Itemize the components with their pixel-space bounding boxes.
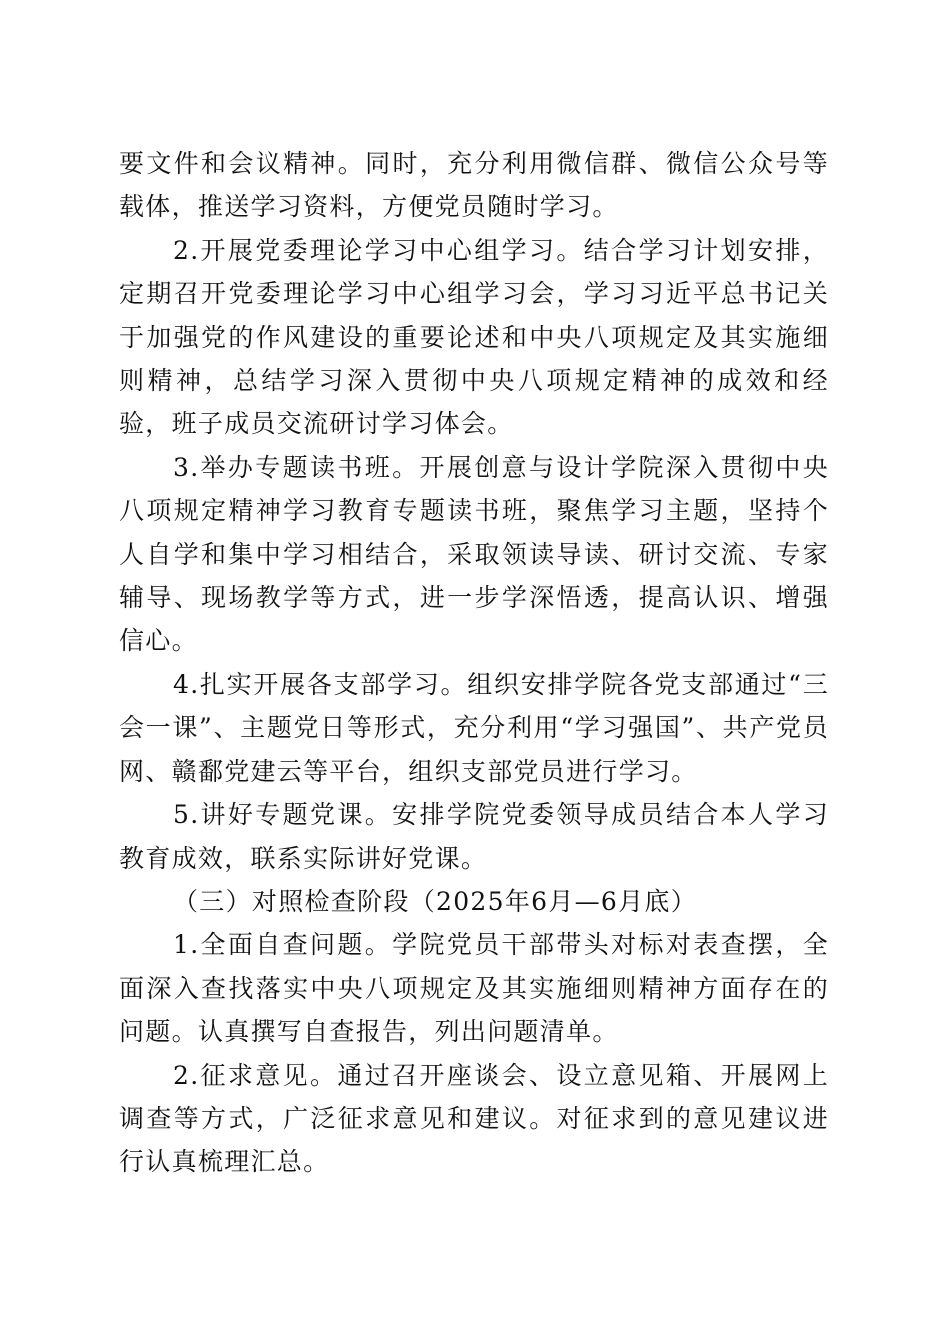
paragraph-item-2: 2.开展党委理论学习中心组学习。结合学习计划安排，定期召开党委理论学习中心组学习会，学习习近平总书记关于加强党的作风建设的重要论述和中央八项规定及其实施细则精神，总结学习深入贯彻中央八项规定精神的成效和经验，班子成员交流研讨学习体会。 [119,235,829,439]
paragraph-item-5: 5.讲好专题党课。安排学院党委领导成员结合本人学习教育成效，联系实际讲好党课。 [119,800,829,873]
section-heading: （三）对照检查阶段（2025年6月—6月底） [173,886,698,916]
paragraph-item-3: 3.举办专题读书班。开展创意与设计学院深入贯彻中央八项规定精神学习教育专题读书班，聚焦学习主题，坚持个人自学和集中学习相结合，采取领读导读、研讨交流、专家辅导、现场教学等方式，进一步学深悟透，提高认识、增强信心。 [119,452,829,656]
paragraph-continuation: 要文件和会议精神。同时，充分利用微信群、微信公众号等载体，推送学习资料，方便党员随时学习。 [119,149,829,222]
paragraph-item-2b: 2.征求意见。通过召开座谈会、设立意见箱、开展网上调查等方式，广泛征求意见和建议。对征求到的意见建议进行认真梳理汇总。 [119,1060,829,1177]
paragraph-item-4: 4.扎实开展各支部学习。组织安排学院各党支部通过“三会一课”、主题党日等形式，充分利用“学习强国”、共产党员网、赣鄱党建云等平台，组织支部党员进行学习。 [119,669,829,786]
paragraph-item-1: 1.全面自查问题。学院党员干部带头对标对表查摆，全面深入查找落实中央八项规定及其实施细则精神方面存在的问题。认真撰写自查报告，列出问题清单。 [119,930,829,1047]
document-page [119,142,829,1184]
